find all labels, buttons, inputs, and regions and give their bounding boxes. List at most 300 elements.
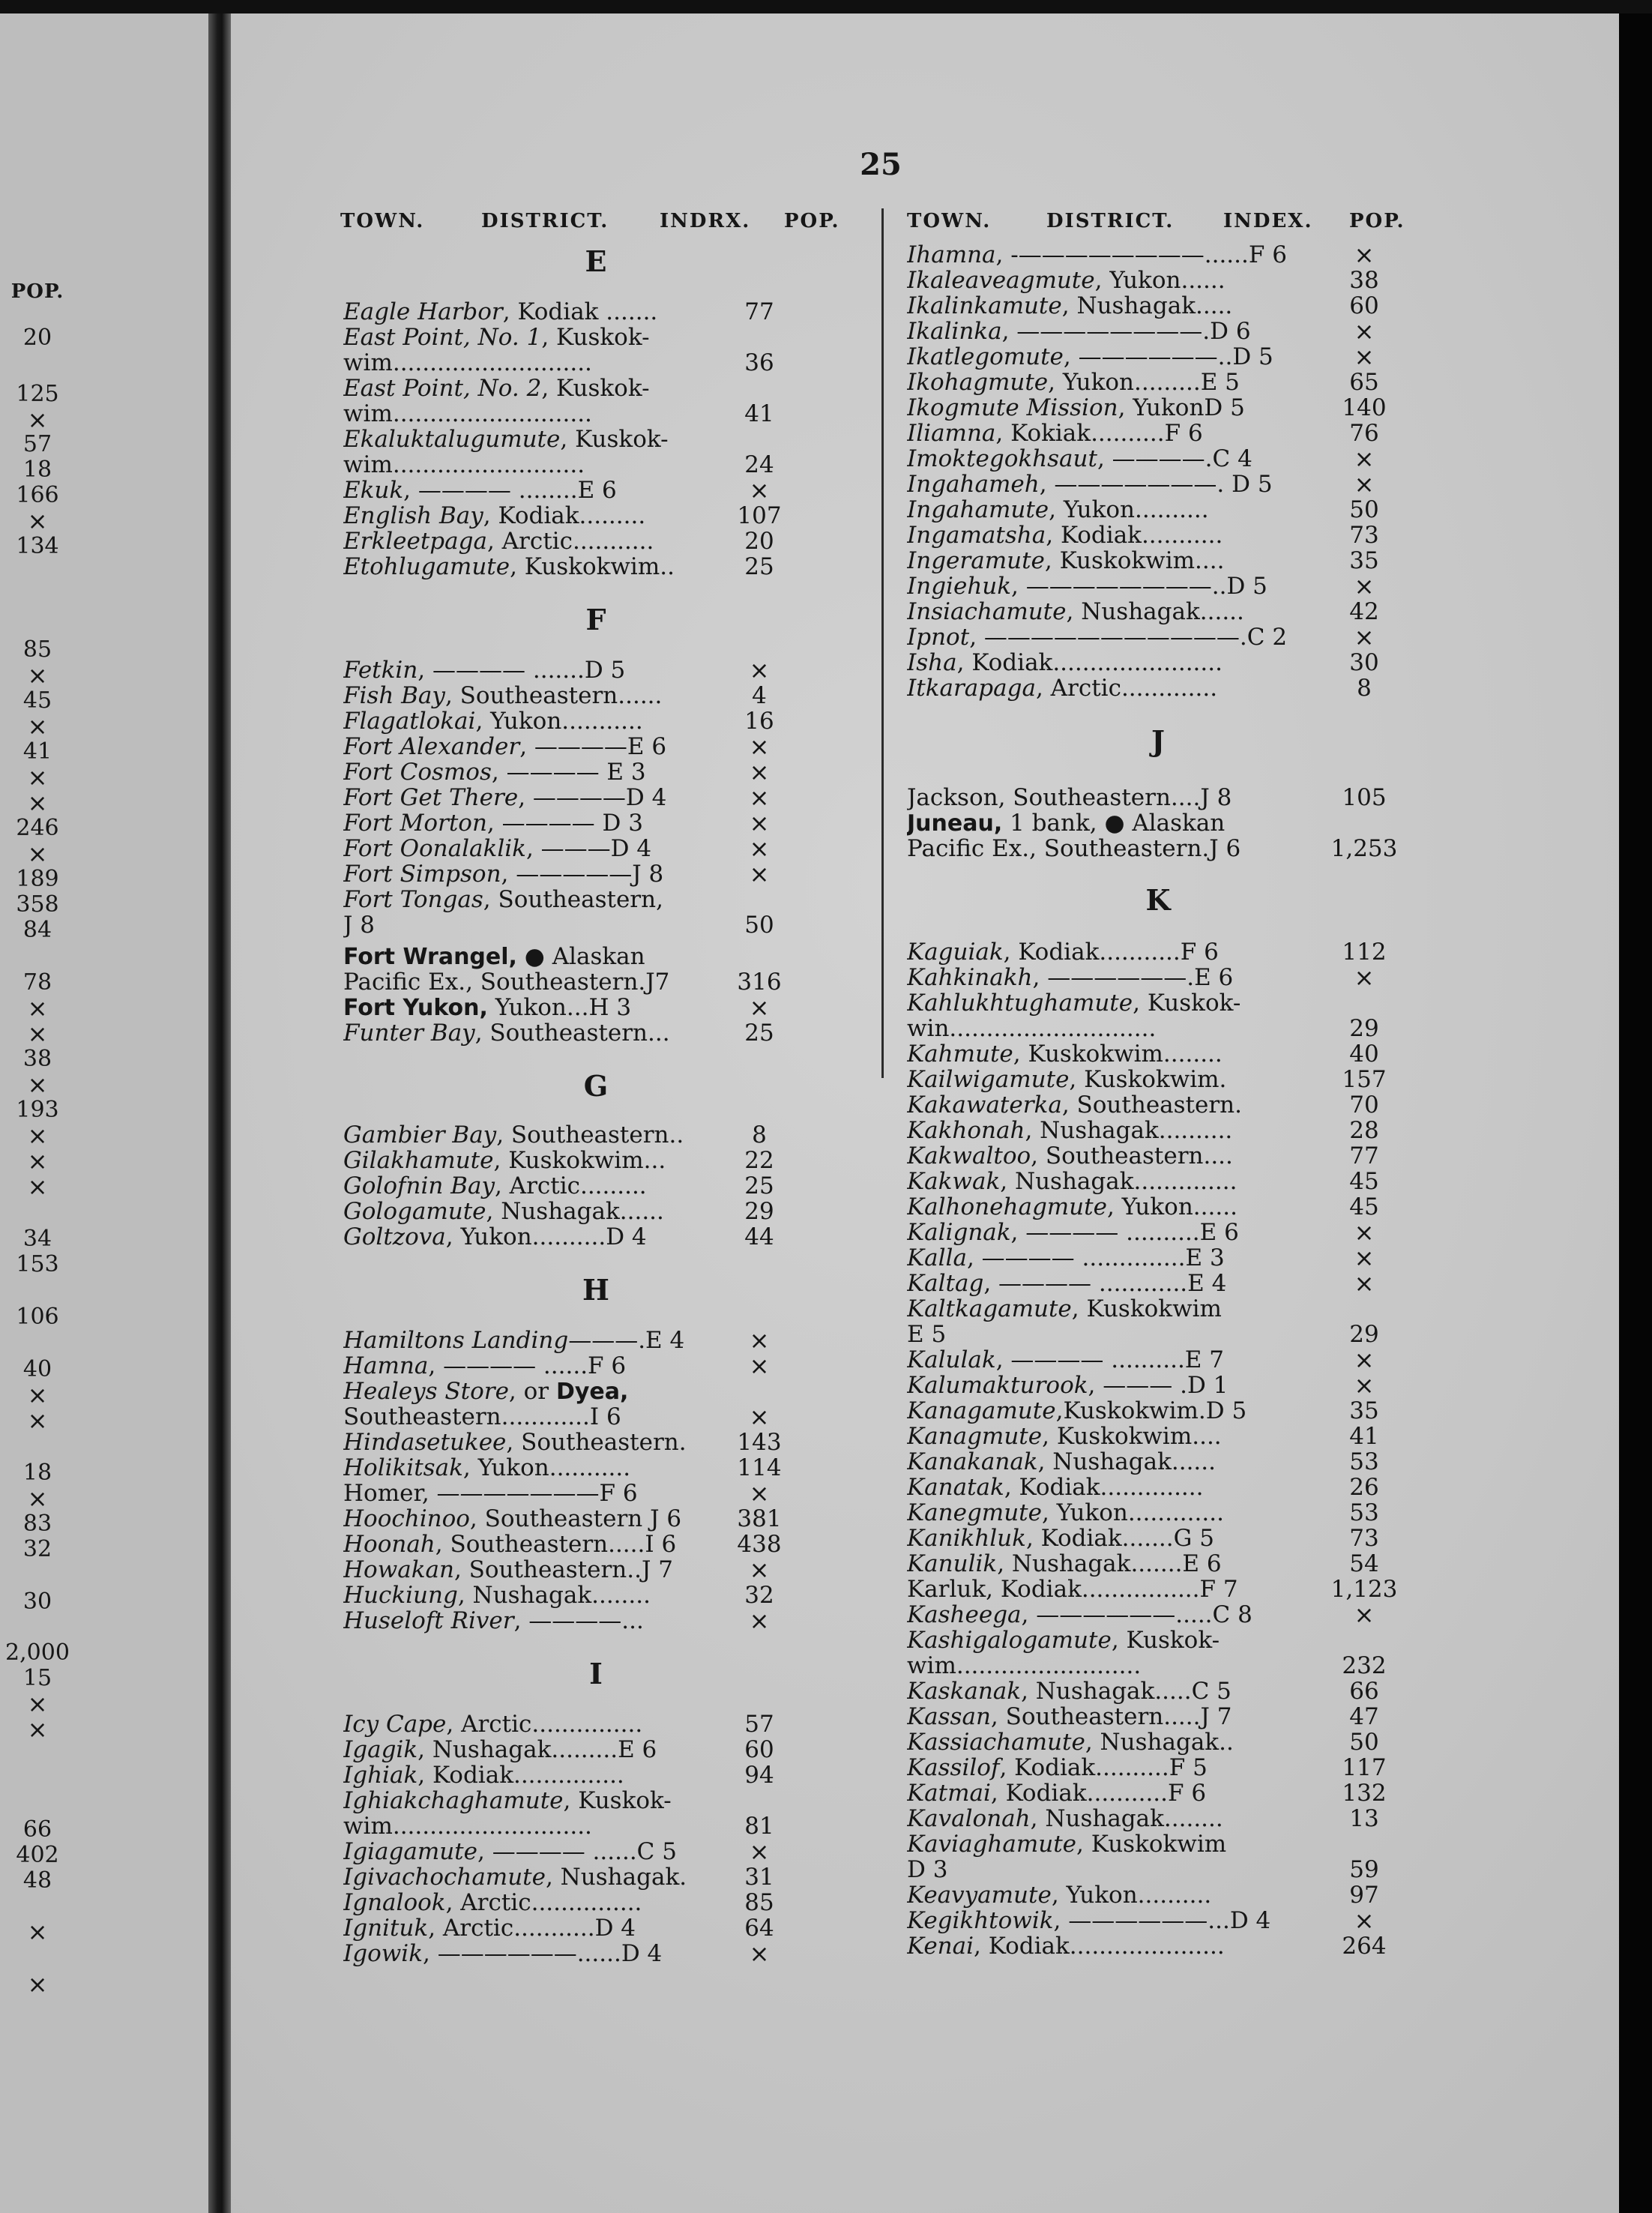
entry-detail: , Kuskokwim.... — [1042, 1424, 1222, 1449]
entry-detail: , ———— E 3 — [491, 759, 646, 785]
entry-detail: , ————... — [513, 1608, 644, 1634]
entry-detail: , Nushagak.....C 5 — [1021, 1678, 1232, 1704]
town-name: Kashigalogamute — [907, 1628, 1112, 1653]
town-entry-text — [343, 503, 748, 529]
entry-detail: , ——— .D 1 — [1088, 1373, 1229, 1398]
population: 143 — [737, 1429, 782, 1456]
town-name: Kenai — [907, 1933, 974, 1959]
entry-detail: , Kuskok- — [1133, 990, 1241, 1016]
population: 29 — [1349, 1321, 1379, 1348]
entry-detail: , Kodiak ....... — [502, 299, 658, 325]
town-name: Ingeramute — [907, 548, 1045, 573]
town-entry-text — [343, 785, 748, 810]
entry-detail: , YukonD 5 — [1118, 395, 1245, 421]
left-strip-pop: × — [27, 1918, 48, 1946]
entry-detail: Jackson, Southeastern....J 8 — [907, 785, 1232, 810]
header-index-right: INDEX. — [1223, 210, 1313, 232]
town-entry-text — [907, 1704, 1312, 1729]
entry-detail: J 8 — [343, 912, 376, 938]
population: 77 — [744, 298, 774, 325]
town-name: Ikogmute Mission — [907, 395, 1118, 421]
town-name: Kaskanak — [907, 1678, 1022, 1704]
entry-detail: , ————.C 4 — [1097, 446, 1252, 472]
population: 112 — [1342, 939, 1387, 966]
town-entry-text — [907, 1194, 1312, 1220]
header-index-left: INDRX. — [660, 210, 751, 232]
page-number: 25 — [860, 147, 902, 182]
town-name: Igowik — [343, 1941, 423, 1966]
entry-detail: Yukon...H 3 — [487, 995, 632, 1021]
population: 20 — [744, 528, 774, 555]
town-entry-text — [343, 1328, 748, 1353]
left-strip-pop: 15 — [22, 1665, 52, 1691]
town-entry-text — [907, 1500, 1312, 1526]
entry-detail: Karluk, Kodiak................F 7 — [907, 1577, 1238, 1602]
town-entry-text — [343, 1404, 748, 1430]
population: 59 — [1349, 1856, 1379, 1883]
town-name: Ighiakchaghamute — [343, 1788, 564, 1813]
town-name: Kaguiak — [907, 939, 1004, 965]
population: 60 — [1349, 292, 1379, 319]
entry-detail: , Arctic............... — [445, 1890, 642, 1915]
entry-detail: , Kodiak...........F 6 — [990, 1780, 1207, 1806]
population: 38 — [1349, 267, 1379, 294]
population: × — [749, 1479, 770, 1508]
town-entry-text — [907, 370, 1312, 395]
population: 140 — [1342, 394, 1387, 421]
town-name: Ikatlegomute — [907, 344, 1064, 370]
town-name: Ekuk — [343, 478, 404, 503]
town-entry-text — [343, 478, 748, 503]
population: × — [749, 1556, 770, 1584]
town-name: Kanegmute — [907, 1500, 1042, 1526]
entry-detail: , Southeastern.... — [1031, 1143, 1233, 1169]
entry-detail: , Kuskokwim... — [493, 1148, 666, 1173]
town-entry-text — [907, 1475, 1312, 1500]
town-name: Kalla — [907, 1245, 967, 1271]
left-strip-pop: × — [27, 1690, 48, 1718]
entry-detail: , Kuskokwim.. — [510, 554, 675, 579]
entry-detail: , Arctic............. — [1035, 675, 1218, 701]
population: 105 — [1342, 784, 1387, 811]
town-entry-text — [907, 497, 1312, 523]
town-name: Fort Cosmos — [343, 759, 492, 785]
left-strip-pop: 30 — [22, 1589, 52, 1615]
left-strip-pop: × — [27, 994, 48, 1023]
town-name: Ekaluktalugumute — [343, 427, 561, 452]
town-name: Goltzova — [343, 1224, 446, 1250]
town-entry-text — [343, 452, 748, 478]
town-entry-text — [343, 1788, 748, 1813]
town-entry-text — [907, 1041, 1312, 1067]
left-strip-pop: 66 — [22, 1816, 52, 1843]
population: 64 — [744, 1915, 774, 1942]
entry-detail: , Kodiak..........F 5 — [999, 1755, 1208, 1780]
town-name: Kakawaterka — [907, 1092, 1062, 1118]
town-name: Katmai — [907, 1780, 991, 1806]
left-strip-pop: 166 — [16, 482, 59, 508]
entry-detail: , Yukon.........E 5 — [1048, 370, 1240, 395]
population: 42 — [1349, 598, 1379, 625]
population: 26 — [1349, 1474, 1379, 1501]
population: 32 — [744, 1582, 774, 1609]
town-name: Ikohagmute — [907, 370, 1049, 395]
town-entry-text — [343, 427, 748, 452]
town-entry-text — [343, 1455, 748, 1481]
population: 117 — [1342, 1754, 1387, 1781]
population: 232 — [1342, 1652, 1387, 1679]
left-strip-pop: 106 — [16, 1304, 59, 1330]
town-name: Kanagmute — [907, 1424, 1043, 1449]
town-name: Kailwigamute — [907, 1067, 1070, 1092]
entry-detail: , ——————..D 5 — [1063, 344, 1273, 370]
town-entry-text — [907, 1169, 1312, 1194]
population: × — [749, 993, 770, 1022]
town-entry-text — [907, 242, 1312, 268]
left-strip-pop: 78 — [22, 969, 52, 996]
population: 264 — [1342, 1933, 1387, 1960]
population: × — [749, 1837, 770, 1866]
population: × — [1354, 1218, 1375, 1247]
town-name-bold: Juneau, — [907, 810, 1003, 837]
entry-detail: , Kuskok- — [541, 325, 650, 350]
town-entry-text — [343, 1737, 748, 1762]
town-name: Gambier Bay — [343, 1122, 497, 1148]
population: × — [1354, 1906, 1375, 1935]
town-name: Gilakhamute — [343, 1148, 494, 1173]
population: 30 — [1349, 649, 1379, 676]
town-entry-text — [907, 1908, 1312, 1933]
entry-detail: , Kodiak..................... — [974, 1933, 1225, 1959]
entry-detail: win............................ — [907, 1016, 1157, 1041]
header-district-left: DISTRICT. — [481, 210, 609, 232]
left-strip-pop: 153 — [16, 1251, 59, 1277]
left-strip-pop: × — [27, 406, 48, 434]
entry-detail: , ———— ............E 4 — [983, 1271, 1227, 1296]
entry-detail: , ——————.E 6 — [1032, 965, 1234, 990]
entry-detail: , Nushagak.......... — [1025, 1118, 1233, 1143]
entry-detail: , Southeastern.. — [496, 1122, 684, 1148]
population: 73 — [1349, 522, 1379, 549]
entry-detail: , ————D 4 — [518, 785, 667, 810]
entry-detail: , Nushagak........ — [457, 1583, 651, 1608]
town-entry-text — [343, 299, 748, 325]
entry-detail: , Southeastern J 6 — [469, 1506, 682, 1532]
town-entry-text — [343, 1839, 748, 1864]
town-name: Ingiehuk — [907, 573, 1012, 599]
population: 77 — [1349, 1142, 1379, 1169]
entry-detail: , Nushagak...... — [1066, 599, 1244, 624]
section-letter: J — [1151, 724, 1165, 758]
town-name: Ighiak — [343, 1762, 418, 1788]
entry-detail: , Southeastern.....I 6 — [435, 1532, 677, 1557]
entry-detail: , -————————......F 6 — [995, 242, 1287, 268]
entry-detail: ,Kuskokwim.D 5 — [1055, 1398, 1247, 1424]
town-name: Ikalinkamute — [907, 293, 1062, 319]
entry-detail: , Nushagak.. — [1085, 1729, 1234, 1755]
population: × — [1354, 1371, 1375, 1400]
town-name: Hamiltons Landing — [343, 1328, 569, 1353]
town-name: Icy Cape — [343, 1711, 447, 1737]
town-name: Funter Bay — [343, 1020, 475, 1046]
town-name: Fort Oonalaklik — [343, 836, 526, 861]
entry-detail: , Yukon............. — [1041, 1500, 1224, 1526]
town-name: Kakwaltoo — [907, 1143, 1031, 1169]
population: 57 — [744, 1711, 774, 1738]
town-name: Fort Morton — [343, 810, 487, 836]
section-letter: G — [583, 1069, 609, 1103]
section-letter: K — [1145, 883, 1171, 917]
entry-detail: , ———————. D 5 — [1039, 472, 1273, 497]
left-strip-pop: × — [27, 1147, 48, 1175]
population: × — [1354, 470, 1375, 499]
town-entry-text — [907, 1678, 1312, 1704]
town-name: Golofnin Bay — [343, 1173, 495, 1199]
header-pop-left: POP. — [784, 210, 840, 232]
town-entry-text — [907, 319, 1312, 344]
population: 50 — [1349, 496, 1379, 523]
header-pop-right: POP. — [1349, 210, 1405, 232]
town-entry-text — [907, 1551, 1312, 1577]
scan-top-edge — [0, 0, 1652, 13]
population: 45 — [1349, 1168, 1379, 1195]
left-strip-pop: × — [27, 1020, 48, 1048]
entry-detail: wim........................... — [343, 350, 592, 376]
left-strip-pop: 48 — [22, 1867, 52, 1894]
population: 97 — [1349, 1882, 1379, 1909]
town-entry-text — [907, 1016, 1312, 1041]
town-name: Gologamute — [343, 1199, 486, 1224]
town-name: Kaltag — [907, 1271, 984, 1296]
entry-detail: , ———— ..............E 3 — [966, 1245, 1225, 1271]
entry-detail: , Kodiak....................... — [956, 650, 1223, 675]
town-name: Ikaleaveagmute — [907, 268, 1095, 293]
town-entry-text — [343, 912, 748, 938]
town-name: Kasheega — [907, 1602, 1022, 1628]
entry-detail: , Nushagak.........E 6 — [417, 1737, 657, 1762]
town-name: Itkarapaga — [907, 675, 1036, 701]
town-entry-text — [907, 599, 1312, 624]
entry-detail: , Yukon..........D 4 — [445, 1224, 647, 1250]
entry-detail: , Yukon...... — [1106, 1194, 1238, 1220]
town-name: Kahmute — [907, 1041, 1013, 1067]
population: × — [1354, 623, 1375, 651]
town-name: Kassilof — [907, 1755, 1000, 1780]
entry-detail: , ———— ......F 6 — [428, 1353, 627, 1379]
left-strip-pop: × — [27, 789, 48, 817]
population: × — [749, 1403, 770, 1431]
population: 50 — [1349, 1729, 1379, 1756]
entry-detail: D 3 — [907, 1857, 948, 1882]
population: × — [749, 834, 770, 863]
population: 40 — [1349, 1041, 1379, 1068]
population: 316 — [737, 969, 782, 996]
left-strip-pop: × — [27, 1970, 48, 1999]
town-name: Flagatlokai — [343, 708, 476, 734]
town-entry-text — [343, 1224, 748, 1250]
population: × — [749, 1326, 770, 1355]
town-name: Ingamatsha — [907, 523, 1046, 548]
population: 53 — [1349, 1499, 1379, 1526]
town-entry-text — [907, 1933, 1312, 1959]
population: 31 — [744, 1864, 774, 1891]
entry-detail: wim........................... — [343, 1813, 592, 1839]
town-entry-text — [907, 650, 1312, 675]
town-name: Fort Tongas — [343, 887, 483, 912]
town-entry-text — [907, 1296, 1312, 1322]
left-strip-pop: × — [27, 1484, 48, 1513]
town-entry-text — [343, 1890, 748, 1915]
left-strip-pop: × — [27, 661, 48, 690]
town-entry-text — [343, 1379, 748, 1405]
population: 157 — [1342, 1066, 1387, 1093]
entry-detail: , Southeastern..J 7 — [453, 1557, 673, 1583]
population: × — [749, 656, 770, 684]
town-name: Kanatak — [907, 1475, 1004, 1500]
entry-detail: , Yukon........... — [475, 708, 643, 734]
population: 8 — [752, 1121, 767, 1148]
entry-detail: ———.E 4 — [568, 1328, 685, 1353]
town-entry-text — [907, 1755, 1312, 1780]
left-strip-pop: 125 — [16, 381, 59, 407]
town-name: Ignituk — [343, 1915, 429, 1941]
town-name: Ihamna — [907, 242, 996, 268]
population: 45 — [1349, 1193, 1379, 1220]
entry-detail: , Kodiak.......G 5 — [1025, 1526, 1214, 1551]
entry-detail: , Southeastern... — [474, 1020, 670, 1046]
entry-detail: , Yukon...... — [1094, 268, 1226, 293]
population: 29 — [1349, 1015, 1379, 1042]
entry-detail: , ———— ........E 6 — [403, 478, 617, 503]
entry-detail: Homer, ———————F 6 — [343, 1481, 638, 1506]
entry-detail: , Nushagak...... — [1037, 1449, 1216, 1475]
town-name: Fort Get There — [343, 785, 519, 810]
population: 132 — [1342, 1780, 1387, 1807]
entry-detail: , Kuskok- — [563, 1788, 672, 1813]
town-entry-text — [907, 1653, 1312, 1678]
town-entry-text — [907, 1067, 1312, 1092]
left-strip-pop: 246 — [16, 815, 59, 841]
town-entry-text — [907, 1857, 1312, 1882]
town-name-bold: Fort Wrangel, — [343, 944, 517, 970]
entry-detail: , Nushagak..... — [1061, 293, 1233, 319]
town-entry-text — [343, 887, 748, 912]
town-entry-text — [907, 1118, 1312, 1143]
entry-detail: , ———— .......D 5 — [417, 657, 626, 683]
population: 25 — [744, 1020, 774, 1047]
entry-detail: Southeastern............I 6 — [343, 1404, 621, 1430]
population: × — [1354, 1269, 1375, 1298]
town-entry-text — [343, 995, 748, 1021]
entry-detail: , ————————.D 6 — [1001, 319, 1251, 344]
town-entry-text — [343, 529, 748, 554]
town-entry-text — [343, 1762, 748, 1788]
town-entry-text — [343, 1020, 748, 1046]
book-spine — [208, 0, 231, 2213]
town-entry-text — [907, 1424, 1312, 1449]
header-district-right: DISTRICT. — [1046, 210, 1175, 232]
entry-detail: , ———— ..........E 6 — [1010, 1220, 1239, 1245]
left-strip-pop: 134 — [16, 533, 59, 559]
town-entry-text — [343, 325, 748, 350]
entry-detail: , Arctic...........D 4 — [428, 1915, 636, 1941]
left-strip-pop: × — [27, 507, 48, 535]
town-entry-text — [343, 1557, 748, 1583]
town-entry-text — [907, 573, 1312, 599]
entry-detail: , Kuskokwim — [1071, 1296, 1222, 1322]
town-name: Holikitsak — [343, 1455, 463, 1481]
population: 22 — [744, 1147, 774, 1174]
population: 47 — [1349, 1703, 1379, 1730]
town-entry-text — [343, 1608, 748, 1634]
town-entry-text — [343, 657, 748, 683]
town-name: East Point, No. 2 — [343, 376, 542, 401]
town-name: Hoonah — [343, 1532, 435, 1557]
population: × — [1354, 1346, 1375, 1374]
entry-detail: , Southeastern...... — [444, 683, 663, 708]
entry-detail: 1 bank, ● Alaskan — [1002, 810, 1226, 837]
town-entry-text — [907, 1220, 1312, 1245]
town-name: Kassiachamute — [907, 1729, 1085, 1755]
town-entry-text — [343, 734, 748, 759]
town-entry-text — [907, 836, 1312, 861]
town-entry-text — [907, 1628, 1312, 1653]
town-name: Kassan — [907, 1704, 991, 1729]
town-entry-text — [343, 1481, 748, 1506]
left-strip-pop: × — [27, 1715, 48, 1744]
town-name: Kanikhluk — [907, 1526, 1026, 1551]
left-strip-pop: 402 — [16, 1842, 59, 1868]
left-strip-pop: 40 — [22, 1356, 52, 1382]
town-entry-text — [343, 708, 748, 734]
town-name: Kaltkagamute — [907, 1296, 1072, 1322]
town-name: Kakwak — [907, 1169, 1001, 1194]
town-name-bold: Dyea, — [555, 1379, 629, 1405]
town-entry-text — [343, 1941, 748, 1966]
entry-detail: , Nushagak.............. — [1000, 1169, 1238, 1194]
town-name: Igivachochamute — [343, 1864, 546, 1890]
previous-page-strip — [0, 0, 208, 2213]
town-name: Fort Alexander — [343, 734, 520, 759]
town-name: East Point, No. 1 — [343, 325, 542, 350]
town-entry-text — [343, 1583, 748, 1608]
town-name: Kakhonah — [907, 1118, 1025, 1143]
town-entry-text — [343, 1122, 748, 1148]
population: × — [1354, 343, 1375, 371]
left-strip-pop: × — [27, 1121, 48, 1150]
town-name: Kanulik — [907, 1551, 998, 1577]
town-name: Hamna — [343, 1353, 429, 1379]
population: 28 — [1349, 1117, 1379, 1144]
left-strip-pop: 189 — [16, 866, 59, 892]
entry-detail: , Kodiak...........F 6 — [1003, 939, 1219, 965]
population: × — [749, 783, 770, 812]
town-name: Kaviaghamute — [907, 1831, 1077, 1857]
entry-detail: , Arctic........... — [486, 529, 654, 554]
left-strip-pop: 20 — [22, 325, 52, 351]
town-entry-text — [907, 810, 1312, 837]
entry-detail: , Kuskokwim........ — [1013, 1041, 1223, 1067]
section-letter: H — [582, 1273, 609, 1307]
town-name: Fort Simpson — [343, 861, 501, 887]
town-name: Huckiung — [343, 1583, 458, 1608]
section-letter: F — [585, 603, 606, 636]
entry-detail: , ——————......D 4 — [423, 1941, 663, 1966]
town-name: Kanagamute — [907, 1398, 1056, 1424]
population: × — [749, 1607, 770, 1635]
entry-detail: , Kuskok- — [541, 376, 650, 401]
town-name: Ipnot — [907, 624, 970, 650]
